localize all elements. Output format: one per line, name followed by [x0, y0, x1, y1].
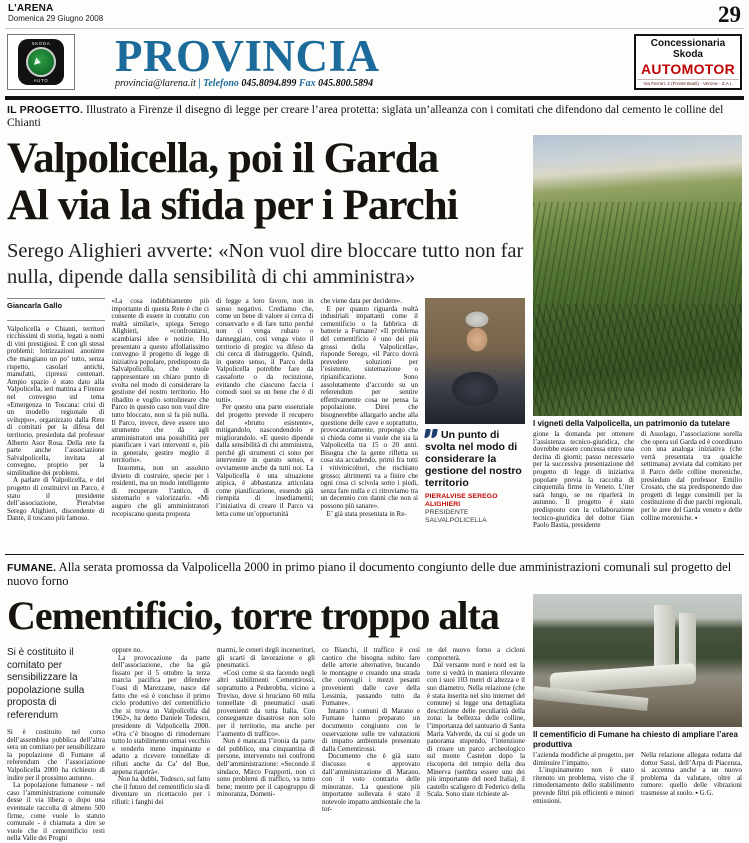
article2-paragraph: La popolazione fumanese - nel caso l’amministrazione comunale desse il via libera o dopo una eventuale raccolta di almeno 500 firme, come vuole lo statuto comunale - è chiamata a dire se vuole che il cementificio resti nella Valle dei Progni [7, 781, 105, 843]
article2-body [7, 646, 525, 843]
article2-paragraph: Si è costituito nel corso dell’assemblea pubblica dell’altra sera un comitato per sensibilizzare la popolazione di Fumane al referendum che l’associazione Valpolicella 2000 ha richiesto di indire per il prossimo autunno. [7, 728, 105, 782]
cement-plant-photo-caption: Il cementificio di Fumane ha chiesto di ampliare l’area produttiva [533, 730, 738, 749]
article1-paragraph: che viene data per decidere». [320, 297, 402, 305]
ad-address: Via Ferrari, 2 (Fronte Bauli) - Verona - Z.A.I. [637, 79, 739, 86]
article1-headline [7, 135, 525, 229]
article2-paragraph: Intanto i comuni di Marano e Fumane hanno preparato un documento congiunto con le osservazione sulle tre valutazioni di impatto ambientale presentate dalla Cementirossi. [322, 706, 420, 753]
article1-headline-line2: Al via la sfida per i Parchi [7, 182, 458, 229]
article1-column-2 [112, 298, 210, 550]
pull-quote-role: PRESIDENTE [425, 509, 469, 516]
skoda-logo-text-top: SKODA [31, 41, 51, 46]
skoda-logo-text-bottom: AUTO [33, 78, 49, 83]
skoda-circle-icon [26, 47, 56, 77]
article2-headline: Cementificio, torre troppo alta [7, 593, 499, 638]
section-title-block [115, 31, 634, 89]
article1-paragraph: Per questo una parte essenziale del progetto prevede il recupero del «brutto esistente», mitigandolo, nascondendolo e migliorandolo. «E questo dipende dalla sensibilità di chi amministra, perché gli strumenti ci sono per intervenire in questo senso, e ovviamente anche da tutti noi. La Valpolicella è una situazione atipica, è abbastanza articolata come pianificazione, essendo già riempita di insediamenti; l’iniziativa di creare il Parco va letta come un’opportunità [216, 403, 314, 518]
article-cementificio [5, 557, 744, 843]
article1-column-4 [321, 298, 419, 550]
article1-subhead: Serego Alighieri avverte: «Non vuol dire bloccare tutto non far nulla, dipende dalla sensibilità di chi amministra» [7, 240, 524, 288]
fax-number: 045.800.5894 [318, 78, 374, 89]
page-number: 29 [718, 2, 741, 27]
article2-paragraph: marmi, le ceneri degli inceneritori, gli scarti di lavorazione e gli pneumatici. [217, 646, 315, 670]
masthead-left [8, 3, 103, 23]
article1-paragraph: A parlare di Valpolicella, e del progetto di costituirvi un Parco, è stato il presidente dell’associazione, Pieralvise Serego Alighieri, discendente di Dante, il toscano più famoso. [7, 476, 105, 523]
ad-brand-name: AUTOMOTOR [641, 61, 735, 77]
article1-paragraph: gione la domanda per ottenere l’assistenza tecnico-giuridica, che dovrebbe essere concessa entro una decina di giorni; passo necessario per la successiva presentazione del progetto di legge di iniziativa popolare previa la raccolta di cinquemila firme in Veneto. L’iter sarà lungo, se ne riparlerà in autunno. Il progetto è stato predisposto con la collaborazione tecnico-giuridica del dottor Gian Paolo Bastia, presidente [533, 430, 634, 530]
article1-kicker-text: Illustrato a Firenze il disegno di legge per creare l’area protetta: siglata un’alleanza con i comitati che difendono dal cemento le colline del Chianti [7, 104, 724, 129]
article2-paragraph: La provocazione da parte dell’associazione, che ha già fissato per il 5 ottobre la terza marcia pacifica per difendere l’oasi di Marezzane, nasce dal fatto che «si è concluso il primo ciclo produttivo del cementificio che si trova in Valpolicella dal 1962», ha detto Daniele Todesco, presidente di Valpolicella 2000. «Ora c’è bisogno di rimodernare tutto lo stabilimento ormai vecchio e renderlo meno inquinante e adatto a ricevere tonnellate di rifiuti anche da Ca’ del Bue, appena riaprirà». [112, 653, 210, 776]
article1-column-5 [533, 431, 634, 543]
pull-quote-text: Un punto di svolta nel modo di considerare la gestione del nostro territorio [425, 429, 522, 489]
article2-column-7 [641, 752, 742, 836]
article1-column-3 [216, 298, 314, 550]
article1-paragraph: Valpolicella e Chianti, territori ricchissimi di storia, legati a nomi di vini prestigiosi. È con gli stessi problemi: lottizzazioni anonime che mangiano un po’ tutto, senza rispetto, casolari antichi, manufatti, cipressi centenari. Ampio spazio è stato dato alla Valpolicella, ieri mattina a Firenze nel convegno sul tema «Emergenza in Toscana: crisi di un modello regionale di sviluppo», organizzato dalla Rete di comitati per la difesa del territorio, presieduta dal professor Alberto Asor Rosa. Della rete fa parte anche l’associazione Salvalpolicella, invitata al convegno, proprio per la similitudine dei problemi. [7, 324, 105, 477]
skoda-logo-box [7, 34, 75, 90]
fax-label: Fax [298, 78, 316, 89]
article2-paragraph: oppure no. [112, 646, 142, 654]
article2-column-5 [427, 647, 525, 829]
article-valpolicella [5, 100, 744, 552]
article2-column-2 [112, 647, 210, 829]
article2-paragraph: re del nuovo forno a cicloni comporterà. [427, 646, 525, 662]
skoda-wing-icon [34, 57, 42, 66]
pull-quote [425, 429, 525, 525]
top-bar [5, 0, 744, 29]
article1-paragraph: di Assolago, l’associazione sorella che opera sul Garda ed è coordinato con una analoga iniziativa (che verrà presentata tra qualche settimana) avviata dal comitato per il Parco delle colline moreniche, presieduto dal professor Emilio Crosato, che sta predisponendo due progetti di legge consimili per la costituzione di due parchi regionali, per le aree del Garda veneto e delle colline moreniche. ▪ [641, 430, 742, 522]
phone-label: Telefono [203, 78, 239, 89]
article1-paragraph: Insomma, non un assoluto divieto di costruire, specie per i residenti, ma un modo intelligente di recuperare l’antico, di sistemarlo e valorizzarlo. «Mi auguro che gli amministratori recepiscano questa proposta [111, 464, 209, 518]
article1-kicker-label: IL PROGETTO. [7, 104, 84, 116]
pull-quote-author: PIERALVISE SEREGO ALIGHIERI [425, 493, 498, 508]
article1-body [7, 298, 525, 550]
article1-body-right [533, 431, 742, 543]
contact-separator: | [198, 78, 201, 89]
article1-column-1 [7, 298, 105, 550]
article1-paragraph: «La cosa indubbiamente più importante di questa Rete è che ci consente di essere in contatto con realtà similari», spiega Serego Alighieri, «confrontarsi, scambiarsi idee e notizie. Ho presentato a questo affollatissimo convegno il progetto di legge di iniziativa popolare, predisposto da Salvalpolicella, che vuole rappresentare un chiaro punto di svolta nel modo di considerare la gestione del nostro territorio. Ho ribadito e voglio sottolineare che Parco in questo caso non vuol dire tutto bloccato, non si fa più nulla. Il Parco, invece, deve essere uno strumento che dà agli amministratori una possibilità per pianificare i vari interventi e, più in generale, gestire meglio il territorio». [111, 297, 209, 465]
ad-dealer-line1: Concessionaria [650, 38, 726, 49]
article2-column-3 [217, 647, 315, 829]
article2-kicker-label: FUMANE. [7, 562, 57, 574]
article2-paragraph: «Così come si sta facendo negli altri stabilimenti Cementirossi, soprattutto a Pederobba, vicino a Treviso, dove si bruciano 60 mila tonnellate di pneumatici usati provenienti da tutta Italia. Con conseguenze disastrose non solo per il territorio, ma anche per l’aumento di traffico». [217, 668, 315, 738]
article1-paragraph: E per quanto riguarda realtà industriali impattanti come il cementificio o la fabbrica di batterie a Fumane? «Il problema del cementificio è uno dei più grossi della Valpolicella», risponde Serego, «il Parco dovrà prevedere soluzioni per l’esistente, sistemazione o ripianificazione. Sono assolutamente d’accordo su un referendum per sentire effettivamente cosa ne pensa la popolazione. Direi che bisognerebbe allargarlo anche alla questione delle cave e soprattutto, provocatoriamente, propongo che si chieda come si vuole che sia la Valpolicella tra 15 o 20 anni. Bisogna che la gente rifletta su cosa sta accadendo, primi fra tutti i vitivinicoltori, che rischiano grosso; altrimenti va a finire che ogni cosa ci scivola sotto i piedi, senza fare nulla e ci ritroviamo tra un decennio con danni che non si possono più sanare». [320, 304, 418, 511]
pull-quote-org: SALVALPOLICELLA [425, 517, 487, 524]
section-divider-rule [5, 554, 744, 555]
article2-column-1 [7, 647, 105, 843]
section-masthead [5, 29, 744, 95]
article2-column-6 [533, 752, 634, 836]
article2-paragraph: co Bianchi, il traffico è così caotico che bisogna subito fare delle arterie alternative, bucando le montagne e creando una strada che convogli i mezzi pesanti provenienti dalle cave della Lessinia, passando tutto da Fumane». [322, 646, 420, 708]
article1-column-6 [641, 431, 742, 543]
article2-paragraph: Non ha dubbi, Todesco, sul fatto che il futuro del cementificio sia di diventare un ricettacolo per i rifiuti: i fanghi dei [112, 775, 210, 806]
article2-paragraph: l’azienda modifiche al progetto, per diminuire l’impatto. [533, 751, 634, 767]
article1-kicker [5, 100, 744, 133]
cement-tower-shape [654, 605, 675, 674]
article1-paragraph: E’ già stata presentata in Re- [326, 509, 407, 518]
serego-alighieri-photo [425, 298, 525, 424]
article1-headline-line1: Valpolicella, poi il Garda [7, 135, 439, 182]
section-email: provincia@larena.it [115, 78, 196, 89]
phone-number: 045.8094.899 [241, 78, 297, 89]
article1-byline: Giancarla Gallo [7, 298, 105, 321]
article2-paragraph: Nella relazione allegata redatta dal dottor Sassi, dell’Arpa di Piacenza, si accenna anche a un nuovo problema da valutare, oltre al rumore: quello delle vibrazioni trasmesse al suolo. ▪ G.G. [641, 751, 742, 797]
skoda-logo-icon [18, 39, 64, 85]
article2-paragraph: Documento che è già stato discusso e approvato dall’amministrazione di Marano, con il voto contrario delle minoranze. La questione più importante sollevata è stato il notevole impatto ambientale che la tor- [322, 752, 420, 814]
article2-kicker-text: Alla serata promossa da Valpolicella 2000 in primo piano il documento congiunto delle due amministrazioni comunali sul progetto del nuovo forno [7, 560, 732, 588]
section-title: PROVINCIA [115, 31, 380, 81]
vineyard-photo [533, 135, 742, 416]
article2-column-4 [322, 647, 420, 829]
quote-marks-icon [425, 429, 438, 441]
article2-paragraph: L’inquinamento non è stato ritenuto un problema, visto che il rimodernamento dello stabilimento prevede filtri più efficienti e minori emissioni. [533, 766, 634, 805]
cement-plant-photo [533, 594, 742, 727]
edition-date: Domenica 29 Giugno 2008 [8, 14, 104, 23]
article1-quote-column [425, 298, 525, 550]
article2-standfirst: Si è costituito il comitato per sensibilizzare la popolazione sulla proposta di referendum [7, 647, 85, 721]
article1-paragraph: di legge a loro favore, non in senso negativo. Crediamo che, come un bene di valore si cerca di conservarlo e di fare tutto perché non ci venga rubato o danneggiato, così venga visto il territorio di pregio: va difeso da chi cerca di distruggerlo. Quindi, in questo senso, il Parco della Valpolicella potrebbe fare da cassaforte o da recinzione, evitando che ciascuno faccia i comodi suoi su un bene che è di tutti». [216, 297, 314, 404]
ad-dealer-line2: Skoda [672, 49, 703, 60]
newspaper-name: L'ARENA [8, 3, 54, 14]
article2-paragraph: Non è mancata l’ironia da parte del pubblico, una cinquantina di persone, intervenuto nei confronti dell’amministrazione: «Secondo il sindaco, Mirco Frapporti, non ci sono problemi di traffico, va tutto bene; mentre per il capogruppo di minoranza, Domeni- [217, 737, 315, 799]
vineyard-photo-caption: I vigneti della Valpolicella, un patrimonio da tutelare [533, 419, 730, 428]
article2-body-right [533, 752, 742, 836]
automotor-ad [634, 34, 742, 90]
article2-kicker [5, 557, 744, 592]
article2-paragraph: Dal versante nord e nord est la torre si vedrà in maniera rilevante con i suoi 103 metri di altezza e il suo diametro. Nella relazione (che è stata inserita nel sito internet del comune) si legge una dettagliata descrizione delle peculiarità della zona: la bellezza delle colline, l’importanza del santuario di Santa Maria Valverde, da cui si gode un panorama stupendo, l’intenzione di creare un parco archeologico sul monte Castelon dopo la riscoperta del tempio della dea Minerva (sembra essere uno dei più importante del nord Italia), il castello scaligero di Federico della Scala. Sono state richieste al- [427, 661, 525, 799]
